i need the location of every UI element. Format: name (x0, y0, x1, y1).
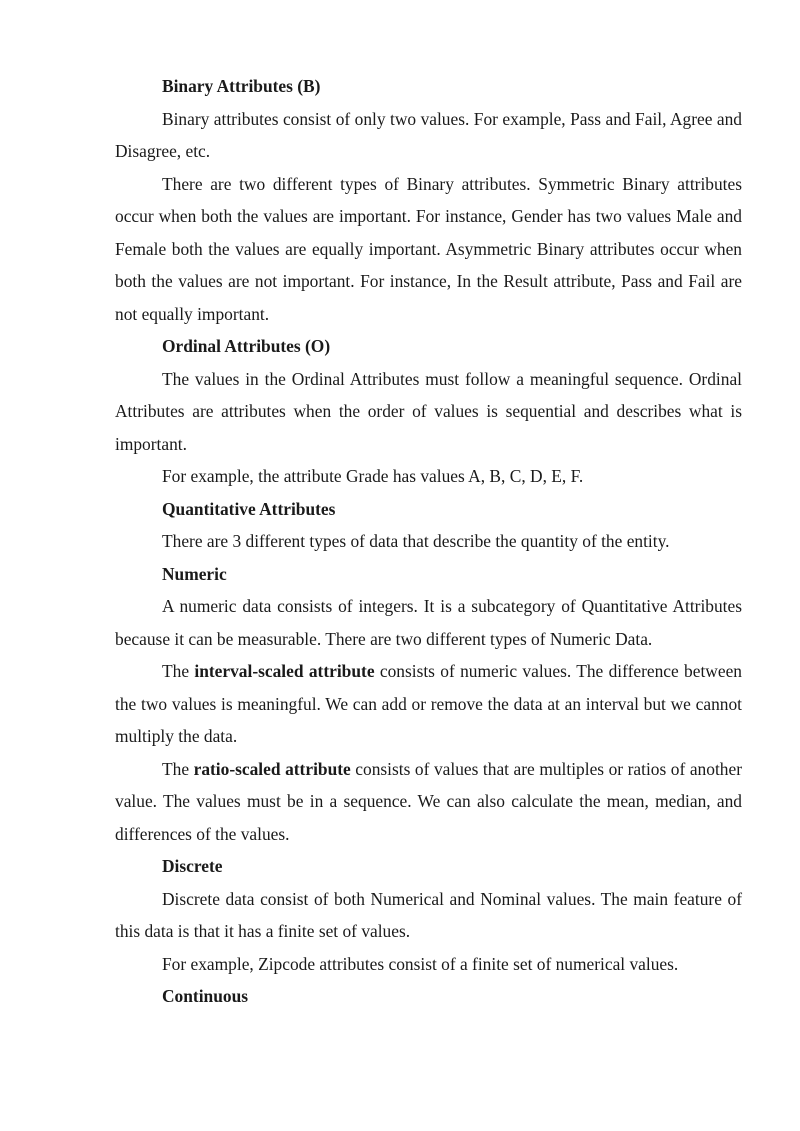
discrete-paragraph-2: For example, Zipcode attributes consist of a finite set of numerical values. (162, 953, 679, 974)
ordinal-attributes-heading: Ordinal Attributes (O) (162, 336, 331, 356)
discrete-heading: Discrete (162, 856, 223, 876)
ordinal-paragraph-1: The values in the Ordinal Attributes must follow a meaningful sequence. Ordinal Attributes are attributes when the order of values is sequential and describes what is important. (115, 368, 742, 454)
ratio-scaled-term: ratio-scaled attribute (193, 758, 351, 779)
interval-pre: The (162, 661, 195, 681)
interval-scaled-term: interval-scaled attribute (194, 661, 375, 681)
binary-attributes-heading: Binary Attributes (B) (162, 76, 321, 96)
numeric-heading: Numeric (162, 563, 227, 584)
ratio-post: consists of values that are multiples or ratios of another value. The values must be in a sequence. We can also calculate the mean, median, and differences of the values. (115, 758, 742, 844)
quantitative-paragraph-1: There are 3 different types of data that describe the quantity of the entity. (162, 531, 670, 551)
numeric-paragraph-1: A numeric data consists of integers. It is a subcategory of Quantitative Attributes because it can be measurable. There are two different types of Numeric Data. (115, 596, 742, 649)
ratio-scaled-paragraph (115, 753, 742, 851)
ratio-pre: The (162, 758, 194, 779)
discrete-paragraph-1: Discrete data consist of both Numerical and Nominal values. The main feature of this data is that it has a finite set of values. (115, 888, 742, 941)
binary-paragraph-1: Binary attributes consist of only two values. For example, Pass and Fail, Agree and Disagree, etc. (115, 108, 742, 161)
ordinal-paragraph-2: For example, the attribute Grade has values A, B, C, D, E, F. (162, 466, 584, 486)
interval-scaled-paragraph (115, 655, 742, 753)
binary-paragraph-2: There are two different types of Binary attributes. Symmetric Binary attributes occur when both the values are important. For instance, Gender has two values Male and Female both the values are equally important. Asymmetric Binary attributes occur when both the values are not important. For instance, In the Result attribute, Pass and Fail are not equally important. (115, 173, 742, 324)
continuous-heading: Continuous (162, 986, 249, 1006)
document-page (115, 70, 742, 1013)
interval-post: consists of numeric values. The difference between the two values is meaningful. We can add or remove the data at an interval but we cannot multiply the data. (115, 661, 742, 746)
quantitative-attributes-heading: Quantitative Attributes (162, 498, 336, 519)
